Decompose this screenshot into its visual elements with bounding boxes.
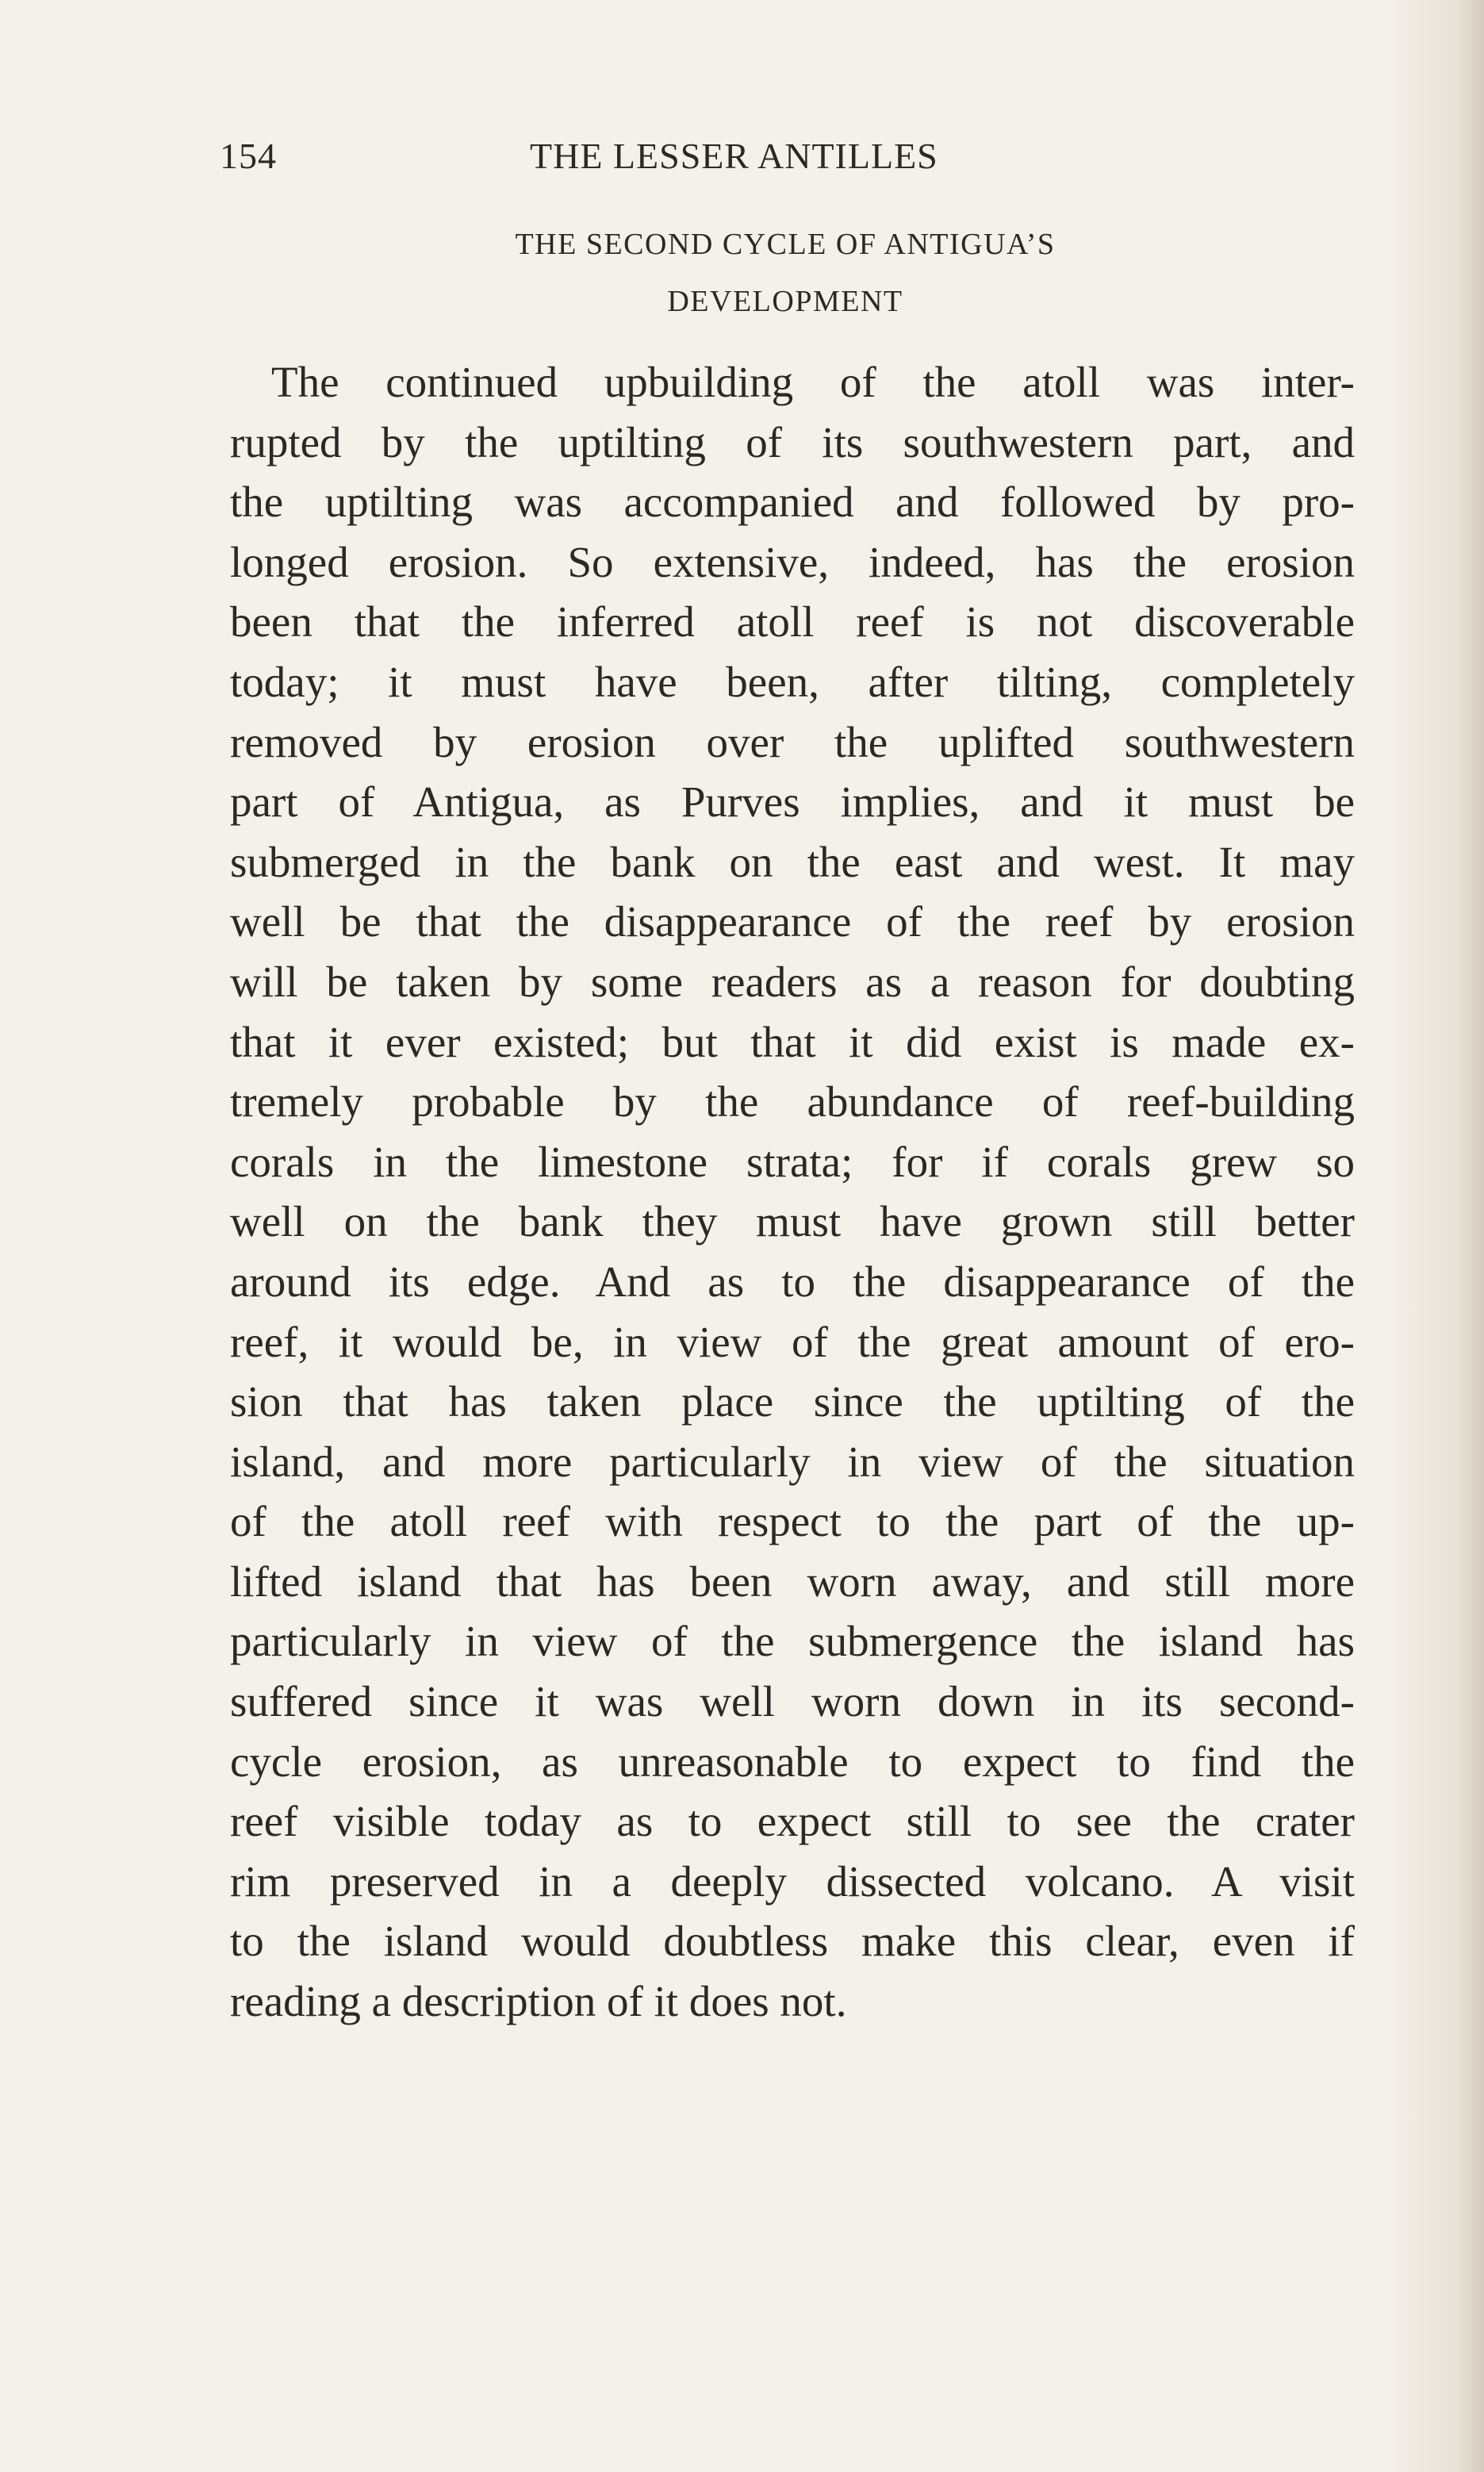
text-line: tremely probable by the abundance of reef-building: [230, 1077, 1355, 1127]
text-line: to the island would doubtless make this clear, even if: [230, 1917, 1355, 1966]
text-line: sion that has taken place since the uptilting of the: [230, 1377, 1355, 1426]
text-line: island, and more particularly in view of the situation: [230, 1437, 1355, 1486]
section-heading: [222, 216, 1348, 330]
text-line: today; it must have been, after tilting, completely: [230, 657, 1355, 706]
text-line: reef, it would be, in view of the great amount of ero-: [230, 1317, 1355, 1366]
text-line: longed erosion. So extensive, indeed, has the erosion: [230, 537, 1355, 586]
text-line: will be taken by some readers as a reason for doubting: [230, 957, 1355, 1006]
text-line: corals in the limestone strata; for if corals grew so: [230, 1137, 1355, 1186]
page-number: 154: [220, 136, 277, 176]
running-title: THE LESSER ANTILLES: [530, 136, 938, 176]
text-line: the uptilting was accompanied and followed by pro-: [230, 478, 1355, 527]
text-line: removed by erosion over the uplifted southwestern: [230, 717, 1355, 766]
text-line: cycle erosion, as unreasonable to expect to find the: [230, 1737, 1355, 1786]
section-heading-line-2: DEVELOPMENT: [667, 285, 903, 318]
text-line: rim preserved in a deeply dissected volcano. A visit: [230, 1856, 1355, 1906]
text-line: well be that the disappearance of the reef by erosion: [230, 897, 1355, 946]
text-line: that it ever existed; but that it did exist is made ex-: [230, 1017, 1355, 1066]
text-line: around its edge. And as to the disappearance of the: [230, 1257, 1355, 1306]
text-line: suffered since it was well worn down in its second-: [230, 1677, 1355, 1726]
body-paragraph: [230, 352, 1355, 2032]
section-heading-line-1: THE SECOND CYCLE OF ANTIGUA’S: [515, 228, 1056, 261]
text-line: been that the inferred atoll reef is not discoverable: [230, 597, 1355, 647]
text-line: lifted island that has been worn away, and still more: [230, 1557, 1355, 1606]
text-line: part of Antigua, as Purves implies, and it must be: [230, 777, 1355, 827]
text-line: submerged in the bank on the east and west. It may: [230, 837, 1355, 886]
text-line: reading a description of it does not.: [230, 1977, 847, 2026]
text-line: well on the bank they must have grown still better: [230, 1197, 1355, 1246]
text-line: The continued upbuilding of the atoll was inter-: [271, 358, 1355, 406]
text-line: reef visible today as to expect still to see the crater: [230, 1797, 1355, 1846]
page-edge-shadow: [1389, 0, 1484, 2472]
text-line: rupted by the uptilting of its southwestern part, and: [230, 417, 1355, 466]
text-line: particularly in view of the submergence the island has: [230, 1617, 1355, 1666]
text-line: of the atoll reef with respect to the part of the up-: [230, 1497, 1355, 1546]
